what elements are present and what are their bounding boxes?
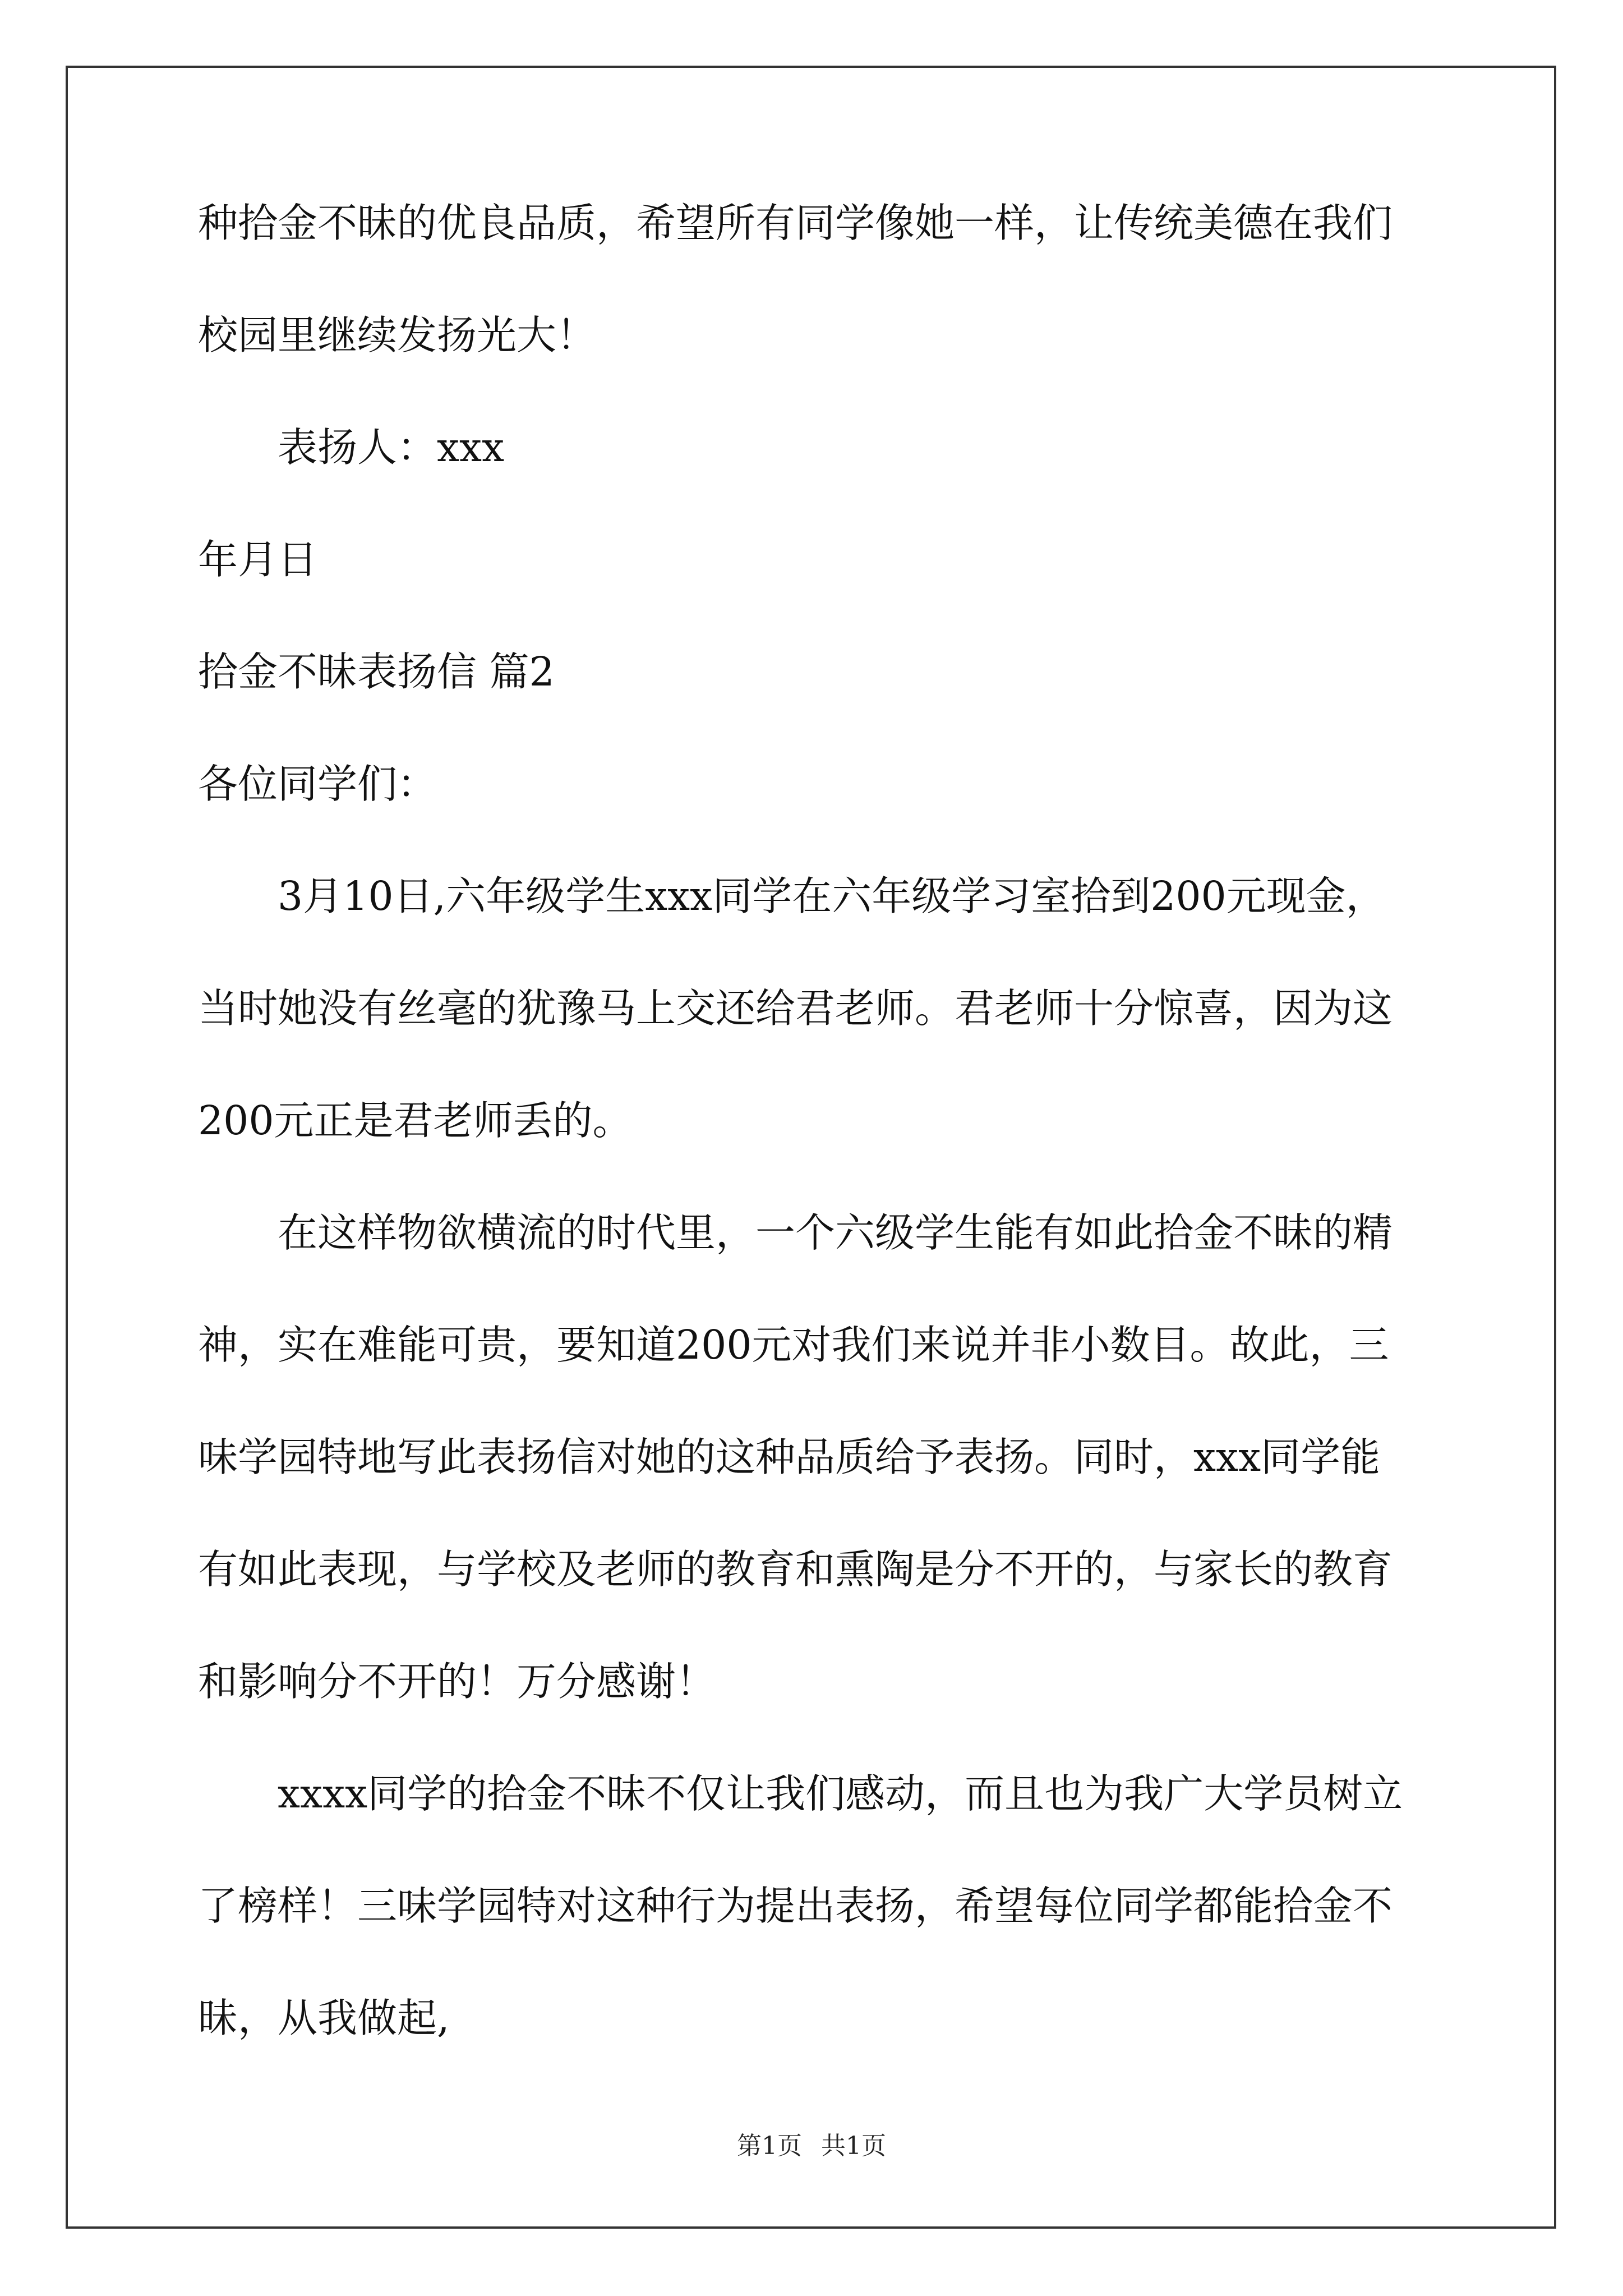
text-line: 校园里继续发扬光大！ xyxy=(198,312,597,358)
text-line: 当时她没有丝毫的犹豫马上交还给君老师。君老师十分惊喜，因为这 xyxy=(198,985,1393,1032)
page-number: 第1页 xyxy=(737,2132,802,2160)
text-line: 和影响分不开的！万分感谢！ xyxy=(198,1658,716,1705)
text-line: 有如此表现，与学校及老师的教育和熏陶是分不开的，与家长的教育 xyxy=(198,1546,1393,1593)
text-line: 种拾金不昧的优良品质，希望所有同学像她一样，让传统美德在我们 xyxy=(198,200,1393,246)
text-line: 在这样物欲横流的时代里，一个六级学生能有如此拾金不昧的精 xyxy=(278,1209,1393,1256)
text-line: 味学园特地写此表扬信对她的这种品质给予表扬。同时，xxx同学能 xyxy=(198,1434,1381,1480)
page-footer xyxy=(0,2134,1623,2159)
section-heading: 拾金不昧表扬信 篇2 xyxy=(198,648,555,695)
salutation: 各位同学们： xyxy=(198,761,437,807)
text-line: 神，实在难能可贵，要知道200元对我们来说并非小数目。故此，三 xyxy=(198,1322,1389,1368)
date-line: 年月日 xyxy=(198,536,318,583)
text-line: xxxx同学的拾金不昧不仅让我们感动，而且也为我广大学员树立 xyxy=(278,1770,1403,1817)
text-line: 昧，从我做起, xyxy=(198,1995,450,2041)
text-line: 了榜样！三味学园特对这种行为提出表扬，希望每位同学都能拾金不 xyxy=(198,1883,1393,1929)
page-count: 共1页 xyxy=(821,2132,886,2160)
text-line: 3月10日,六年级学生xxx同学在六年级学习室拾到200元现金， xyxy=(278,873,1386,919)
signature-line: 表扬人：xxx xyxy=(278,424,505,471)
text-line: 200元正是君老师丢的。 xyxy=(198,1097,633,1144)
